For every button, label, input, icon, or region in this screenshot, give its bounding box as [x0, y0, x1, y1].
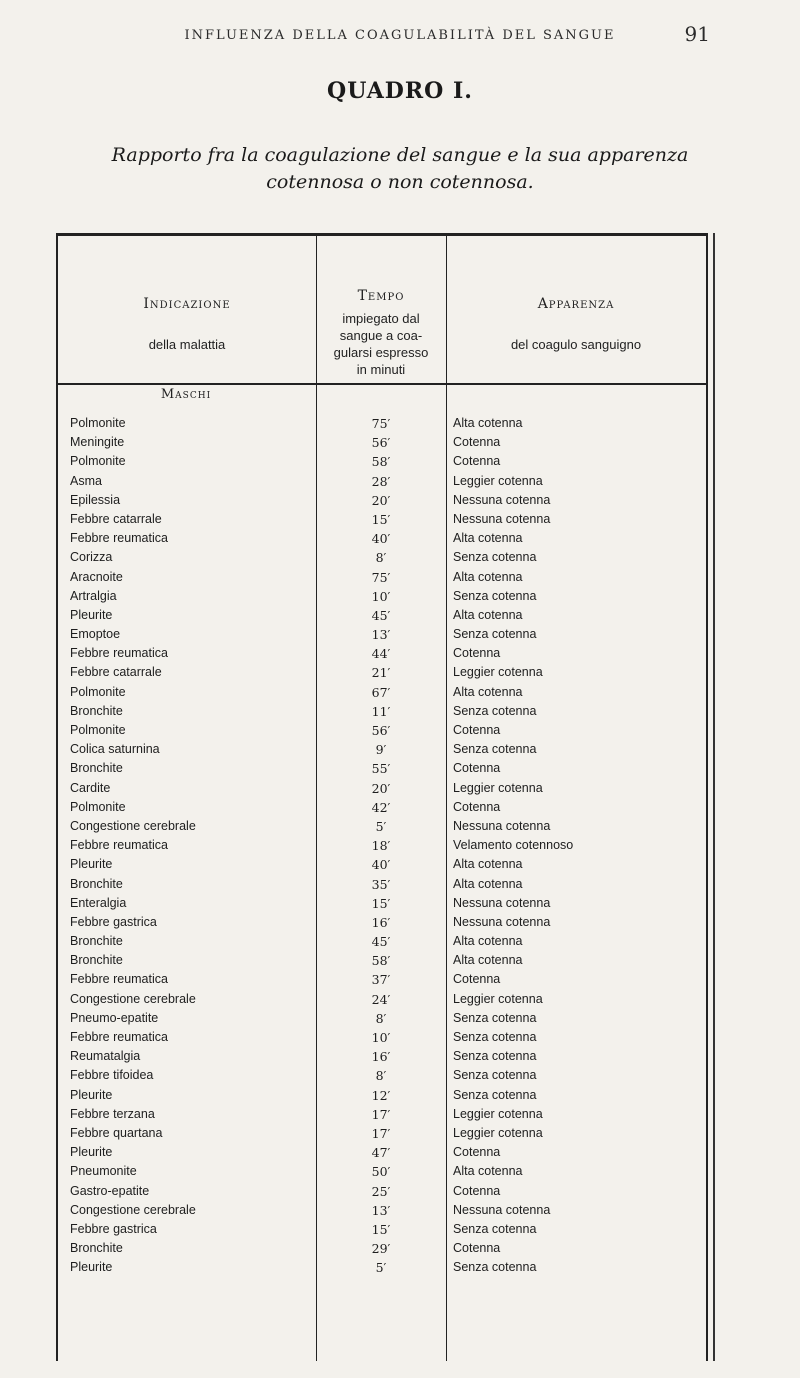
- table-row: [58, 1047, 706, 1066]
- time-cell: 8′: [375, 550, 387, 566]
- table-row: [58, 855, 706, 874]
- table-row: [58, 1124, 706, 1143]
- disease-cell: Febbre gastrica: [70, 1221, 157, 1236]
- section-label: Maschi: [160, 387, 212, 402]
- table-row: [58, 414, 706, 433]
- table-row: [58, 683, 706, 702]
- appearance-cell: Leggier cotenna: [453, 1125, 543, 1140]
- appearance-cell: Senza cotenna: [453, 1030, 537, 1044]
- appearance-cell: Senza cotenna: [453, 1068, 537, 1083]
- time-cell: 42′: [371, 799, 391, 815]
- running-head: [0, 22, 800, 52]
- disease-cell: Febbre terzana: [70, 1106, 155, 1121]
- disease-cell: Bronchite: [70, 876, 123, 891]
- time-cell: 24′: [371, 991, 391, 1007]
- disease-cell: Febbre reumatica: [70, 1030, 168, 1044]
- time-cell: 45′: [371, 607, 391, 623]
- table-caption: [80, 142, 720, 196]
- time-cell: 10′: [371, 1030, 391, 1045]
- appearance-cell: Nessuna cotenna: [453, 914, 551, 929]
- disease-cell: Pleurite: [70, 857, 113, 872]
- appearance-cell: Cotenna: [453, 435, 501, 450]
- disease-cell: Asma: [70, 473, 102, 488]
- table-row: [58, 472, 706, 491]
- time-cell: 37′: [371, 972, 391, 988]
- disease-cell: Polmonite: [70, 416, 126, 430]
- appearance-cell: Leggier cotenna: [453, 473, 543, 488]
- appearance-cell: Senza cotenna: [453, 742, 537, 757]
- table-row: [58, 932, 706, 951]
- disease-cell: Polmonite: [70, 454, 126, 469]
- page-number: 91: [684, 22, 710, 46]
- disease-cell: Artralgia: [70, 588, 117, 603]
- disease-cell: Pleurite: [70, 1260, 113, 1275]
- disease-cell: Febbre gastrica: [70, 914, 157, 929]
- table-row: [58, 702, 706, 721]
- time-cell: 15′: [371, 1221, 391, 1237]
- time-cell: 45′: [371, 934, 391, 950]
- disease-cell: Colica saturnina: [70, 742, 160, 757]
- time-cell: 35′: [371, 876, 391, 892]
- table-row: [58, 721, 706, 740]
- table-row: [58, 433, 706, 452]
- header-time-line-4: in minuti: [356, 362, 406, 377]
- time-cell: 15′: [371, 895, 391, 911]
- table-body: [58, 414, 706, 1277]
- appearance-cell: Cotenna: [453, 761, 501, 776]
- time-cell: 75′: [371, 569, 391, 585]
- appearance-cell: Senza cotenna: [453, 1260, 537, 1275]
- disease-cell: Gastro-epatite: [70, 1183, 150, 1198]
- table-row: [58, 990, 706, 1009]
- appearance-cell: Cotenna: [453, 723, 501, 737]
- appearance-cell: Leggier cotenna: [453, 991, 543, 1006]
- appearance-cell: Cotenna: [453, 1145, 501, 1160]
- time-cell: 20′: [371, 780, 391, 796]
- table-row: [58, 587, 706, 606]
- time-cell: 40′: [371, 531, 391, 547]
- appearance-cell: Velamento cotennoso: [453, 838, 574, 853]
- header-appearance-bottom: del coagulo sanguigno: [510, 337, 642, 352]
- time-cell: 44′: [371, 646, 391, 662]
- appearance-cell: Alta cotenna: [453, 416, 523, 430]
- disease-cell: Febbre reumatica: [70, 838, 168, 853]
- table-row: [58, 1239, 706, 1258]
- time-cell: 28′: [371, 473, 391, 489]
- table-row: [58, 817, 706, 836]
- time-cell: 13′: [371, 1202, 391, 1218]
- table-row: [58, 951, 706, 970]
- appearance-cell: Cotenna: [453, 454, 501, 469]
- appearance-cell: Alta cotenna: [453, 684, 523, 699]
- appearance-cell: Alta cotenna: [453, 1164, 523, 1179]
- time-cell: 9′: [375, 742, 387, 758]
- appearance-cell: Leggier cotenna: [453, 665, 543, 680]
- table-row: [58, 1162, 706, 1181]
- time-cell: 29′: [371, 1241, 391, 1257]
- table-title: QUADRO I.: [327, 78, 473, 104]
- caption-line-2: cotennosa o non cotennosa.: [266, 171, 534, 193]
- disease-cell: Febbre reumatica: [70, 972, 168, 987]
- appearance-cell: Alta cotenna: [453, 934, 523, 949]
- time-cell: 8′: [375, 1010, 387, 1026]
- header-disease-top: Indicazione: [143, 296, 231, 312]
- table-row: [58, 625, 706, 644]
- appearance-cell: Leggier cotenna: [453, 780, 543, 795]
- disease-cell: Febbre tifoidea: [70, 1068, 154, 1083]
- disease-cell: Aracnoite: [70, 569, 123, 584]
- appearance-cell: Leggier cotenna: [453, 1106, 543, 1121]
- time-cell: 25′: [371, 1183, 391, 1199]
- time-cell: 8′: [375, 1068, 387, 1084]
- disease-cell: Bronchite: [70, 761, 123, 776]
- table-row: [58, 663, 706, 682]
- time-cell: 5′: [375, 1260, 387, 1276]
- table-row: [58, 875, 706, 894]
- disease-cell: Polmonite: [70, 799, 126, 814]
- appearance-cell: Senza cotenna: [453, 627, 537, 642]
- disease-cell: Febbre quartana: [70, 1125, 163, 1140]
- running-head-title: INFLUENZA DELLA COAGULABILITÀ DEL SANGUE: [184, 28, 616, 43]
- disease-cell: Enteralgia: [70, 895, 127, 910]
- table-row: [58, 529, 706, 548]
- table-row: [58, 452, 706, 471]
- appearance-cell: Alta cotenna: [453, 607, 523, 622]
- appearance-cell: Nessuna cotenna: [453, 818, 551, 833]
- appearance-cell: Senza cotenna: [453, 703, 537, 718]
- table-row: [58, 1201, 706, 1220]
- time-cell: 12′: [371, 1087, 391, 1103]
- table-row: [58, 894, 706, 913]
- appearance-cell: Alta cotenna: [453, 876, 523, 891]
- table-row: [58, 568, 706, 587]
- disease-cell: Corizza: [70, 550, 113, 565]
- disease-cell: Pleurite: [70, 607, 113, 622]
- table-row: [58, 1258, 706, 1277]
- disease-cell: Pleurite: [70, 1087, 113, 1102]
- data-table: [56, 233, 708, 1361]
- caption-line-1: Rapporto fra la coagulazione del sangue e la sua apparenza: [111, 144, 689, 166]
- time-cell: 11′: [371, 703, 391, 719]
- time-cell: 15′: [371, 511, 391, 527]
- appearance-cell: Cotenna: [453, 1241, 501, 1256]
- appearance-cell: Nessuna cotenna: [453, 895, 551, 910]
- appearance-cell: Senza cotenna: [453, 1049, 537, 1064]
- table-row: [58, 740, 706, 759]
- disease-cell: Pleurite: [70, 1145, 113, 1160]
- table-row: [58, 644, 706, 663]
- appearance-cell: Alta cotenna: [453, 569, 523, 584]
- time-cell: 10′: [371, 588, 391, 604]
- disease-cell: Polmonite: [70, 684, 126, 699]
- disease-cell: Reumatalgia: [70, 1049, 141, 1064]
- disease-cell: Polmonite: [70, 723, 126, 737]
- disease-cell: Bronchite: [70, 703, 123, 718]
- header-disease: [58, 236, 316, 383]
- table-row: [58, 606, 706, 625]
- appearance-cell: Cotenna: [453, 646, 501, 661]
- disease-cell: Bronchite: [70, 934, 123, 949]
- table-row: [58, 1028, 706, 1047]
- appearance-cell: Alta cotenna: [453, 857, 523, 872]
- disease-cell: Congestione cerebrale: [70, 991, 196, 1006]
- header-rule: [58, 383, 706, 385]
- time-cell: 50′: [371, 1164, 391, 1180]
- appearance-cell: Cotenna: [453, 1183, 501, 1198]
- appearance-cell: Senza cotenna: [453, 1010, 537, 1025]
- disease-cell: Bronchite: [70, 953, 123, 968]
- disease-cell: Bronchite: [70, 1241, 123, 1256]
- time-cell: 21′: [371, 665, 391, 681]
- appearance-cell: Alta cotenna: [453, 953, 523, 968]
- table-row: [58, 1105, 706, 1124]
- time-cell: 18′: [371, 838, 391, 854]
- appearance-cell: Senza cotenna: [453, 550, 537, 565]
- time-cell: 40′: [371, 857, 391, 873]
- disease-cell: Meningite: [70, 435, 125, 450]
- table-row: [58, 1143, 706, 1162]
- time-cell: 75′: [371, 416, 391, 431]
- table-row: [58, 510, 706, 529]
- disease-cell: Emoptoe: [70, 627, 121, 642]
- table-row: [58, 836, 706, 855]
- table-row: [58, 548, 706, 567]
- appearance-cell: Nessuna cotenna: [453, 1202, 551, 1217]
- table-row: [58, 1066, 706, 1085]
- table-row: [58, 1220, 706, 1239]
- table-row: [58, 913, 706, 932]
- time-cell: 56′: [371, 723, 391, 738]
- header-appearance: [446, 236, 706, 383]
- table-row: [58, 1009, 706, 1028]
- table-row: [58, 798, 706, 817]
- disease-cell: Febbre catarrale: [70, 665, 162, 680]
- header-time-line-2: sangue a coa-: [339, 328, 423, 343]
- time-cell: 16′: [371, 1049, 391, 1065]
- appearance-cell: Senza cotenna: [453, 1087, 537, 1102]
- header-time-top: Tempo: [357, 288, 405, 304]
- header-disease-bottom: della malattia: [148, 337, 226, 352]
- table-row: [58, 779, 706, 798]
- header-time: [316, 236, 446, 383]
- disease-cell: Congestione cerebrale: [70, 1202, 196, 1217]
- time-cell: 56′: [371, 435, 391, 451]
- appearance-cell: Alta cotenna: [453, 531, 523, 546]
- appearance-cell: Cotenna: [453, 972, 501, 987]
- time-cell: 13′: [371, 627, 391, 643]
- table-row: [58, 491, 706, 510]
- appearance-cell: Senza cotenna: [453, 1221, 537, 1236]
- time-cell: 17′: [371, 1125, 391, 1141]
- time-cell: 58′: [371, 454, 391, 470]
- time-cell: 16′: [371, 914, 391, 930]
- header-appearance-top: Apparenza: [537, 296, 615, 312]
- time-cell: 67′: [371, 684, 391, 700]
- appearance-cell: Senza cotenna: [453, 588, 537, 603]
- time-cell: 17′: [371, 1106, 391, 1122]
- disease-cell: Pneumonite: [70, 1164, 137, 1179]
- table-row: [58, 970, 706, 989]
- time-cell: 20′: [371, 492, 391, 508]
- header-time-line-3: gularsi espresso: [333, 345, 429, 360]
- time-cell: 5′: [375, 818, 387, 834]
- disease-cell: Cardite: [70, 780, 111, 795]
- disease-cell: Febbre catarrale: [70, 511, 162, 526]
- disease-cell: Pneumo-epatite: [70, 1010, 159, 1025]
- time-cell: 55′: [371, 761, 391, 777]
- appearance-cell: Nessuna cotenna: [453, 511, 551, 526]
- time-cell: 47′: [371, 1145, 391, 1161]
- table-row: [58, 1086, 706, 1105]
- table-row: [58, 1182, 706, 1201]
- disease-cell: Congestione cerebrale: [70, 818, 196, 833]
- header-time-line-1: impiegato dal: [342, 311, 420, 326]
- appearance-cell: Nessuna cotenna: [453, 492, 551, 507]
- appearance-cell: Cotenna: [453, 799, 501, 814]
- disease-cell: Epilessia: [70, 492, 121, 507]
- table-row: [58, 759, 706, 778]
- time-cell: 58′: [371, 953, 391, 969]
- disease-cell: Febbre reumatica: [70, 646, 168, 661]
- disease-cell: Febbre reumatica: [70, 531, 168, 546]
